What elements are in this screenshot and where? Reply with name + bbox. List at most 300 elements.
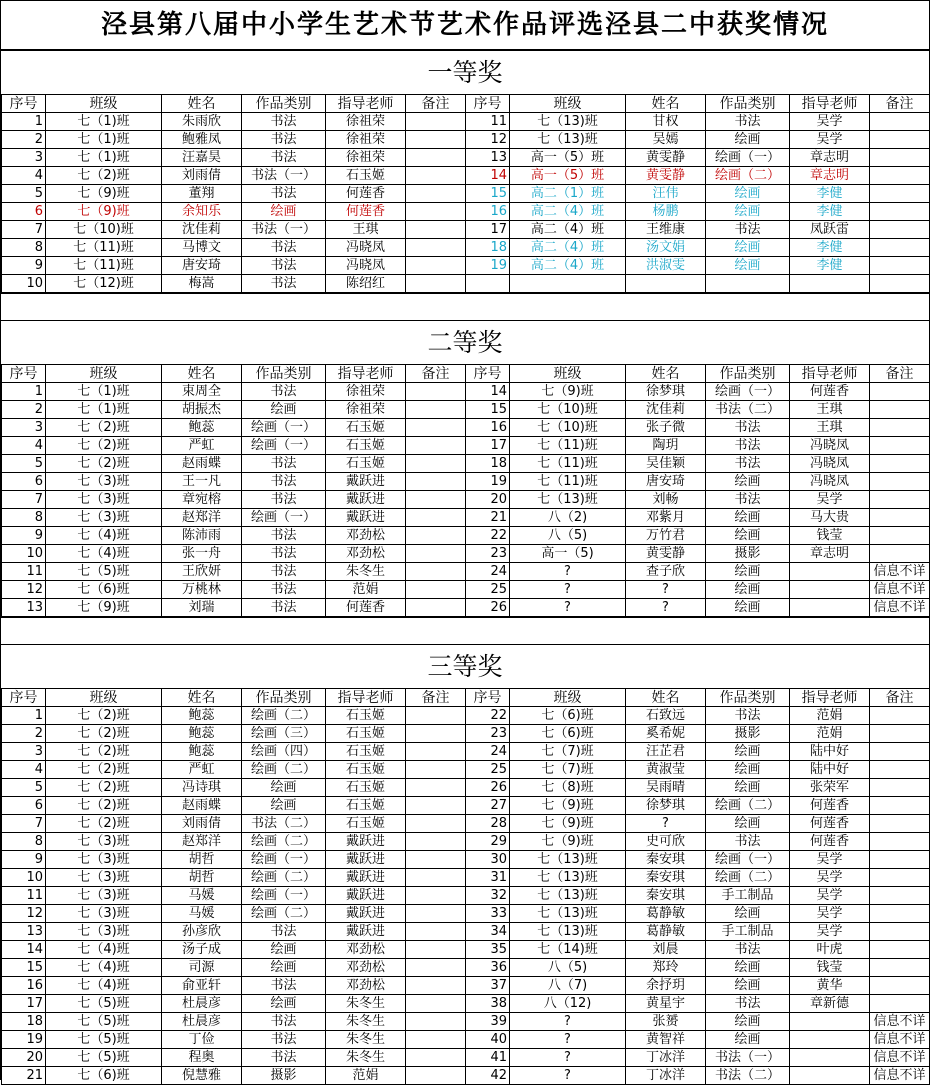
cell-no: 10: [2, 545, 46, 563]
cell-note: [870, 491, 930, 509]
cell-name: ?: [626, 599, 706, 617]
cell-name: 章宛榕: [162, 491, 242, 509]
cell-cat: 书法: [706, 419, 790, 437]
cell-no: 4: [2, 437, 46, 455]
cell-name: 石致远: [626, 707, 706, 725]
cell-note: [406, 833, 466, 851]
table-row: [2, 815, 466, 833]
cell-cat: 绘画（一）: [242, 419, 326, 437]
cell-cat: 书法: [706, 491, 790, 509]
table-row: [2, 1013, 466, 1031]
cell-teacher: 冯晓凤: [326, 257, 406, 275]
award-level-heading: 三等奖: [1, 644, 929, 688]
cell-cat: 绘画（二）: [706, 869, 790, 887]
table-row: [2, 167, 466, 185]
cell-cls: 七（9)班: [46, 599, 162, 617]
cell-teacher: 陆中好: [790, 743, 870, 761]
award-section: [1, 50, 929, 293]
cell-note: [870, 401, 930, 419]
cell-cls: 七（2)班: [46, 419, 162, 437]
cell-note: [406, 743, 466, 761]
column-header: 姓名: [626, 95, 706, 113]
cell-no: 12: [2, 905, 46, 923]
cell-cls: 七（5)班: [46, 1031, 162, 1049]
table-row: [2, 149, 466, 167]
cell-cls: 七（3)班: [46, 869, 162, 887]
table-row: [466, 527, 930, 545]
cell-no: 12: [466, 131, 510, 149]
cell-name: 陶玥: [626, 437, 706, 455]
table-row: [2, 131, 466, 149]
cell-teacher: 吴学: [790, 869, 870, 887]
cell-note: [406, 275, 466, 293]
cell-teacher: 戴跃进: [326, 851, 406, 869]
cell-cat: 书法: [706, 995, 790, 1013]
cell-note: [870, 509, 930, 527]
cell-note: [406, 383, 466, 401]
section-spacer: [1, 293, 929, 320]
cell-cat: 绘画（二）: [706, 797, 790, 815]
cell-no: 17: [466, 437, 510, 455]
cell-note: [870, 761, 930, 779]
table-row: [2, 491, 466, 509]
cell-note: [406, 995, 466, 1013]
cell-cat: 绘画: [242, 203, 326, 221]
cell-name: 马媛: [162, 905, 242, 923]
table-row: [466, 401, 930, 419]
column-header: 班级: [510, 689, 626, 707]
cell-cls: 七（6)班: [46, 1067, 162, 1085]
cell-cat: 绘画: [706, 527, 790, 545]
cell-note: 信息不详: [870, 1049, 930, 1067]
cell-note: [870, 725, 930, 743]
column-header: 序号: [2, 689, 46, 707]
cell-teacher: 戴跃进: [326, 509, 406, 527]
table-row: [466, 815, 930, 833]
cell-cls: 七（2)班: [46, 797, 162, 815]
cell-teacher: 徐祖荣: [326, 131, 406, 149]
cell-note: 信息不详: [870, 1013, 930, 1031]
cell-cat: 绘画（二）: [242, 707, 326, 725]
cell-teacher: 石玉姬: [326, 455, 406, 473]
cell-cat: 绘画: [706, 1013, 790, 1031]
table-row: [466, 887, 930, 905]
cell-note: [406, 905, 466, 923]
cell-cls: 八（12): [510, 995, 626, 1013]
cell-name: 查子欣: [626, 563, 706, 581]
cell-no: 20: [466, 491, 510, 509]
cell-note: [870, 239, 930, 257]
table-row: [466, 257, 930, 275]
cell-no: 29: [466, 833, 510, 851]
cell-teacher: 马大贵: [790, 509, 870, 527]
cell-cat: 绘画（二）: [242, 833, 326, 851]
cell-teacher: 范娟: [326, 581, 406, 599]
table-row: [466, 185, 930, 203]
cell-no: 2: [2, 725, 46, 743]
table-row: [466, 977, 930, 995]
cell-cls: 七（4)班: [46, 941, 162, 959]
cell-cls: 七（4)班: [46, 959, 162, 977]
award-level-heading: 二等奖: [1, 320, 929, 364]
column-header: 指导老师: [790, 689, 870, 707]
column-header: 姓名: [162, 365, 242, 383]
cell-note: 信息不详: [870, 599, 930, 617]
cell-note: [870, 131, 930, 149]
cell-teacher: 何莲香: [326, 185, 406, 203]
cell-cls: 七（11)班: [510, 473, 626, 491]
cell-cls: 七（13)班: [510, 131, 626, 149]
cell-note: [406, 473, 466, 491]
table-row: [466, 113, 930, 131]
left-award-table: [1, 94, 466, 293]
cell-cls: 七（6)班: [510, 707, 626, 725]
table-row: [466, 833, 930, 851]
cell-teacher: 李健: [790, 203, 870, 221]
cell-cat: 书法: [242, 1049, 326, 1067]
cell-teacher: 吴学: [790, 923, 870, 941]
cell-cls: 七（12)班: [46, 275, 162, 293]
cell-name: 鲍蕊: [162, 419, 242, 437]
right-award-table: [465, 364, 930, 617]
cell-note: [406, 203, 466, 221]
cell-name: 丁冰洋: [626, 1067, 706, 1085]
cell-teacher: 吴学: [790, 851, 870, 869]
cell-teacher: [790, 599, 870, 617]
cell-name: 张赟: [626, 1013, 706, 1031]
cell-no: 25: [466, 581, 510, 599]
cell-cls: 八（7): [510, 977, 626, 995]
cell-cls: 高一（5）班: [510, 149, 626, 167]
column-header: 姓名: [162, 689, 242, 707]
column-header: 备注: [870, 689, 930, 707]
cell-cat: 绘画（一）: [242, 509, 326, 527]
cell-no: 21: [2, 1067, 46, 1085]
cell-cat: 书法（二）: [706, 1067, 790, 1085]
cell-cls: 七（2)班: [46, 779, 162, 797]
right-award-table: [465, 688, 930, 1085]
cell-cls: 七（1)班: [46, 131, 162, 149]
cell-name: 吴佳颖: [626, 455, 706, 473]
cell-teacher: 吴学: [790, 113, 870, 131]
left-award-table: [1, 688, 466, 1085]
cell-cls: 七（13)班: [510, 851, 626, 869]
column-header: 姓名: [626, 365, 706, 383]
table-header-row: [2, 689, 466, 707]
cell-no: 10: [2, 869, 46, 887]
cell-name: 沈佳莉: [626, 401, 706, 419]
right-award-table: [465, 94, 930, 293]
cell-name: 王维康: [626, 221, 706, 239]
table-row: [2, 221, 466, 239]
cell-no: 17: [2, 995, 46, 1013]
cell-no: 5: [2, 779, 46, 797]
column-header: 指导老师: [790, 95, 870, 113]
cell-cls: 高一（5): [510, 545, 626, 563]
cell-name: 张一舟: [162, 545, 242, 563]
cell-cls: 七（8)班: [510, 779, 626, 797]
cell-no: 9: [2, 851, 46, 869]
cell-name: 鲍蕊: [162, 725, 242, 743]
cell-teacher: 王琪: [326, 221, 406, 239]
cell-cat: 绘画: [706, 599, 790, 617]
cell-note: [870, 455, 930, 473]
cell-name: ?: [626, 581, 706, 599]
table-row: [466, 149, 930, 167]
cell-no: 3: [2, 419, 46, 437]
cell-teacher: 吴学: [790, 887, 870, 905]
cell-cat: 绘画（一）: [706, 383, 790, 401]
column-header: 班级: [46, 95, 162, 113]
cell-cls: 七（1)班: [46, 401, 162, 419]
cell-name: 马媛: [162, 887, 242, 905]
cell-note: [406, 779, 466, 797]
column-header: 班级: [46, 365, 162, 383]
cell-cls: 七（13)班: [510, 491, 626, 509]
cell-note: [870, 923, 930, 941]
cell-cls: 七（13)班: [510, 905, 626, 923]
cell-teacher: 吴学: [790, 131, 870, 149]
column-header: 指导老师: [326, 95, 406, 113]
cell-no: 23: [466, 545, 510, 563]
cell-teacher: 朱冬生: [326, 1031, 406, 1049]
cell-teacher: [790, 1049, 870, 1067]
cell-cat: 书法: [242, 1013, 326, 1031]
cell-note: [406, 707, 466, 725]
cell-cat: 绘画: [706, 581, 790, 599]
cell-note: [870, 707, 930, 725]
cell-teacher: [790, 1013, 870, 1031]
column-header: 作品类别: [242, 689, 326, 707]
cell-note: [870, 815, 930, 833]
cell-cat: 绘画: [706, 743, 790, 761]
cell-no: 24: [466, 563, 510, 581]
cell-cls: ?: [510, 599, 626, 617]
cell-note: [406, 149, 466, 167]
cell-note: [406, 941, 466, 959]
column-header: 姓名: [626, 689, 706, 707]
column-header: 指导老师: [790, 365, 870, 383]
cell-teacher: 王琪: [790, 419, 870, 437]
table-row: [466, 563, 930, 581]
cell-name: 张子微: [626, 419, 706, 437]
cell-teacher: 章志明: [790, 545, 870, 563]
cell-no: 33: [466, 905, 510, 923]
cell-cat: 绘画: [706, 977, 790, 995]
cell-cls: 七（13)班: [510, 869, 626, 887]
cell-name: 杜晨彦: [162, 1013, 242, 1031]
cell-note: [870, 833, 930, 851]
cell-cls: 七（7)班: [510, 743, 626, 761]
cell-name: ?: [626, 815, 706, 833]
table-row: [466, 509, 930, 527]
cell-cat: 书法: [242, 455, 326, 473]
cell-cat: 绘画: [242, 779, 326, 797]
cell-teacher: 冯晓凤: [326, 239, 406, 257]
cell-note: [870, 419, 930, 437]
table-row: [2, 743, 466, 761]
cell-cat: 书法: [242, 527, 326, 545]
cell-cat: 绘画（一）: [242, 851, 326, 869]
cell-cls: ?: [510, 1067, 626, 1085]
cell-teacher: 石玉姬: [326, 815, 406, 833]
cell-teacher: [790, 275, 870, 293]
cell-note: [870, 527, 930, 545]
cell-no: 8: [2, 833, 46, 851]
cell-name: 黄智祥: [626, 1031, 706, 1049]
cell-no: 32: [466, 887, 510, 905]
cell-note: [406, 851, 466, 869]
table-row: [466, 725, 930, 743]
table-row: [2, 1031, 466, 1049]
cell-teacher: 邓劲松: [326, 977, 406, 995]
cell-cat: 书法: [242, 599, 326, 617]
cell-cat: 摄影: [242, 1067, 326, 1085]
cell-cat: 书法: [242, 563, 326, 581]
cell-cls: 七（13)班: [510, 887, 626, 905]
cell-cls: 七（5)班: [46, 1049, 162, 1067]
cell-cat: 绘画: [706, 779, 790, 797]
cell-name: 秦安琪: [626, 887, 706, 905]
table-row: [466, 959, 930, 977]
cell-name: 孙彦欣: [162, 923, 242, 941]
cell-name: 万竹君: [626, 527, 706, 545]
cell-cls: 七（2)班: [46, 167, 162, 185]
cell-cat: 书法: [242, 185, 326, 203]
cell-teacher: 张荣军: [790, 779, 870, 797]
cell-teacher: 章新德: [790, 995, 870, 1013]
cell-name: 赵郑洋: [162, 509, 242, 527]
cell-cls: 七（5)班: [46, 1013, 162, 1031]
cell-teacher: 凤跃雷: [790, 221, 870, 239]
table-row: [466, 545, 930, 563]
cell-cls: 七（3)班: [46, 923, 162, 941]
cell-cat: 书法: [706, 455, 790, 473]
cell-no: 2: [2, 131, 46, 149]
cell-cls: ?: [510, 1013, 626, 1031]
column-header: 作品类别: [706, 95, 790, 113]
cell-cat: 书法: [706, 221, 790, 239]
cell-note: [870, 797, 930, 815]
cell-no: 26: [466, 779, 510, 797]
table-row: [466, 455, 930, 473]
table-row: [2, 995, 466, 1013]
cell-cat: 绘画: [242, 959, 326, 977]
cell-cat: 手工制品: [706, 923, 790, 941]
cell-teacher: [790, 563, 870, 581]
cell-teacher: [790, 1067, 870, 1085]
cell-note: [406, 815, 466, 833]
cell-cat: 书法（二）: [242, 815, 326, 833]
cell-no: 3: [2, 743, 46, 761]
table-row: [466, 131, 930, 149]
cell-teacher: 石玉姬: [326, 797, 406, 815]
table-row: [466, 851, 930, 869]
column-header: 备注: [406, 365, 466, 383]
table-row: [2, 887, 466, 905]
cell-teacher: 范娟: [790, 725, 870, 743]
cell-cls: 七（2)班: [46, 743, 162, 761]
cell-no: 2: [2, 401, 46, 419]
cell-no: 34: [466, 923, 510, 941]
cell-name: 黄星宇: [626, 995, 706, 1013]
table-row: [466, 203, 930, 221]
table-row: [466, 437, 930, 455]
cell-name: 丁俭: [162, 1031, 242, 1049]
cell-no: 13: [466, 149, 510, 167]
cell-name: 史可欣: [626, 833, 706, 851]
cell-cls: 七（9)班: [510, 383, 626, 401]
cell-note: [870, 779, 930, 797]
cell-no: 15: [466, 185, 510, 203]
cell-teacher: 石玉姬: [326, 167, 406, 185]
cell-name: 程奥: [162, 1049, 242, 1067]
award-section: [1, 320, 929, 617]
cell-no: 9: [2, 527, 46, 545]
cell-cls: 七（10)班: [510, 419, 626, 437]
cell-name: 鲍蕊: [162, 743, 242, 761]
cell-cls: 七（9)班: [510, 833, 626, 851]
cell-cls: ?: [510, 1049, 626, 1067]
cell-teacher: 冯晓凤: [790, 473, 870, 491]
column-header: 作品类别: [242, 365, 326, 383]
cell-cat: 绘画: [706, 473, 790, 491]
cell-note: [870, 977, 930, 995]
cell-cat: 书法: [706, 113, 790, 131]
cell-name: 洪淑雯: [626, 257, 706, 275]
cell-no: 35: [466, 941, 510, 959]
cell-note: 信息不详: [870, 1031, 930, 1049]
cell-teacher: 朱冬生: [326, 1049, 406, 1067]
column-header: 序号: [466, 95, 510, 113]
cell-note: [870, 437, 930, 455]
cell-note: [406, 545, 466, 563]
cell-no: 18: [466, 239, 510, 257]
cell-note: [406, 1031, 466, 1049]
table-row: [2, 437, 466, 455]
cell-no: 14: [466, 383, 510, 401]
table-header-row: [466, 365, 930, 383]
cell-teacher: 黄华: [790, 977, 870, 995]
cell-teacher: 徐祖荣: [326, 149, 406, 167]
cell-note: [406, 167, 466, 185]
cell-no: 25: [466, 761, 510, 779]
table-row: [466, 707, 930, 725]
cell-note: [870, 887, 930, 905]
cell-teacher: 李健: [790, 257, 870, 275]
cell-note: [406, 239, 466, 257]
cell-no: 14: [2, 941, 46, 959]
cell-name: 王欣妍: [162, 563, 242, 581]
cell-name: [626, 275, 706, 293]
cell-note: 信息不详: [870, 563, 930, 581]
cell-cat: 绘画: [706, 905, 790, 923]
table-row: [466, 1013, 930, 1031]
cell-teacher: 戴跃进: [326, 905, 406, 923]
cell-cls: 七（5)班: [46, 563, 162, 581]
cell-note: [406, 401, 466, 419]
cell-name: 刘雨倩: [162, 815, 242, 833]
table-row: [2, 185, 466, 203]
cell-teacher: 戴跃进: [326, 887, 406, 905]
column-header: 序号: [2, 95, 46, 113]
cell-cls: 七（9)班: [46, 203, 162, 221]
table-row: [2, 203, 466, 221]
cell-cls: 高二（4）班: [510, 221, 626, 239]
cell-no: 15: [466, 401, 510, 419]
cell-teacher: 范娟: [790, 707, 870, 725]
cell-teacher: 钱莹: [790, 959, 870, 977]
